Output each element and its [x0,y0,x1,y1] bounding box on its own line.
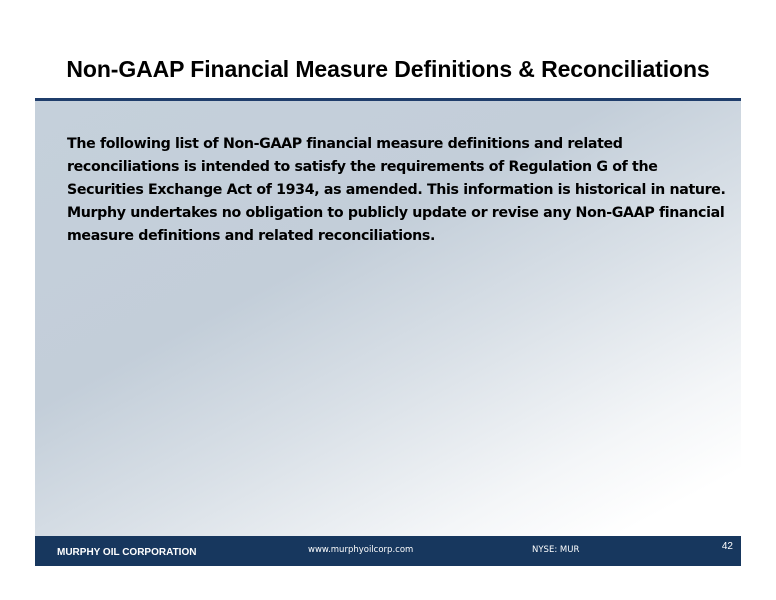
footer-website: www.murphyoilcorp.com [308,545,414,555]
disclaimer-text: The following list of Non-GAAP financial measure definitions and related reconciliations is intended to satisfy the requirements of Regulation G of the Securities Exchange Act of 1934, as amended. This information is historical in nature. Murphy undertakes no obligation to publicly update or revise any Non-GAAP financial measure definitions and related reconciliations. [67,136,726,244]
footer-ticker: NYSE: MUR [532,545,580,555]
page-number: 42 [721,541,733,552]
footer-bar [35,536,741,566]
slide-title: Non-GAAP Financial Measure Definitions & Reconciliations [66,56,710,82]
content-panel [35,101,741,536]
footer-company-name: MURPHY OIL CORPORATION [57,547,197,558]
